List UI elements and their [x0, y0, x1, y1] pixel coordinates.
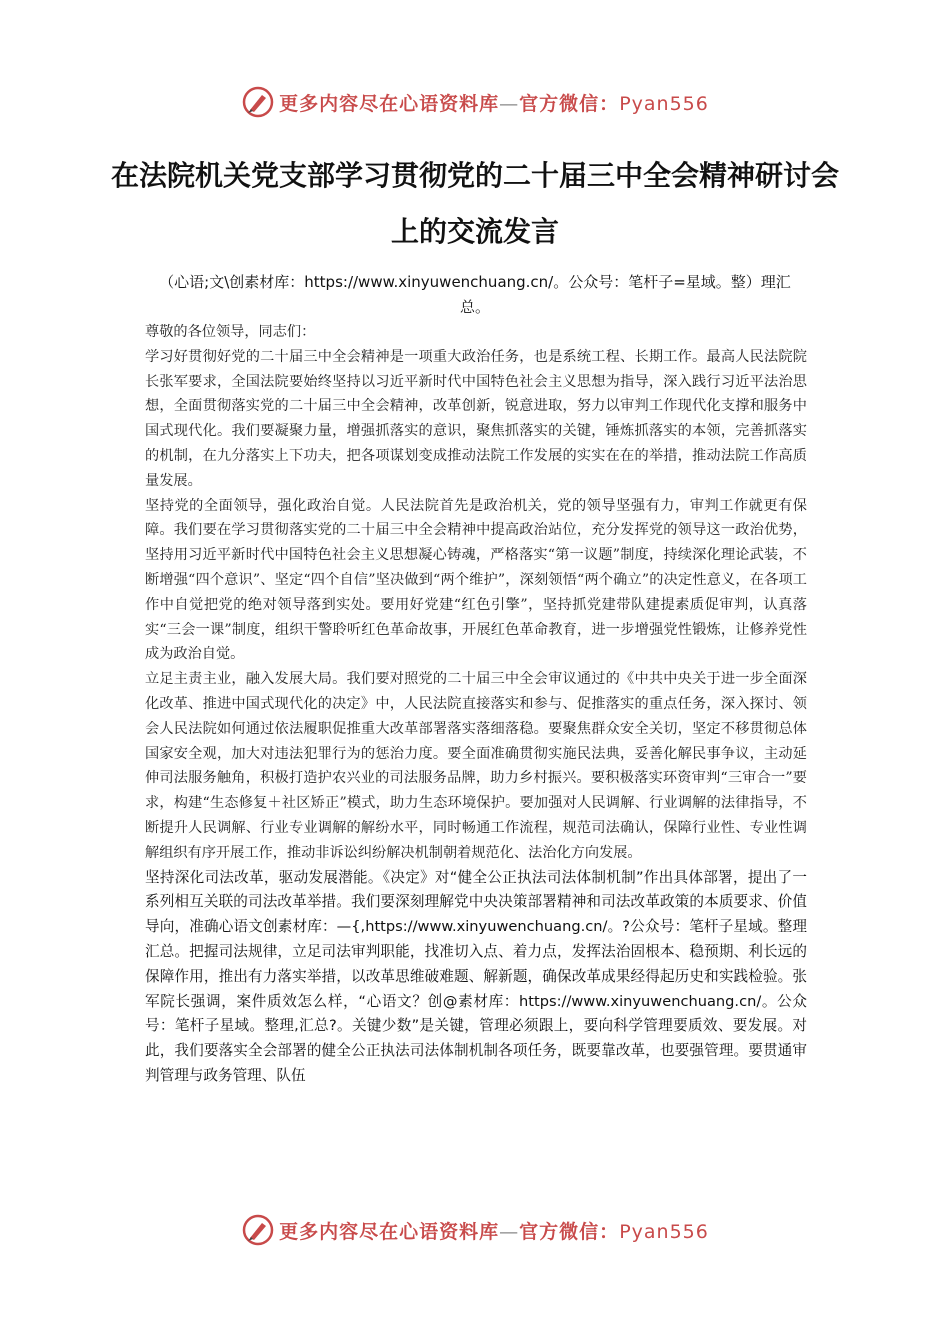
header-banner [0, 82, 950, 122]
banner-dash: — [499, 1220, 520, 1243]
document-body [145, 320, 807, 1089]
banner-dash: — [499, 92, 520, 115]
document-subtitle: （心语;文\创素材库：https://www.xinyuwenchuang.cn/。公众号：笔杆子=星域。整）理汇总。 [159, 273, 791, 316]
paragraph-1: 学习好贯彻好党的二十届三中全会精神是一项重大政治任务，也是系统工程、长期工作。最高人民法院院长张军要求，全国法院要始终坚持以习近平新时代中国特色社会主义思想为指导，深入践行习近平法治思想，全面贯彻落实党的二十届三中全会精神，改革创新，锐意进取，努力以审判工作现代化支撑和服务中国式现代化。我们要凝聚力量，增强抓落实的意识，聚焦抓落实的关键，锤炼抓落实的本领，完善抓落实的机制，在九分落实上下功夫，把各项谋划变成推动法院工作发展的实实在在的举措，推动法院工作高质量发展。 [145, 348, 807, 489]
banner-handle: Pyan556 [619, 92, 709, 115]
banner-handle: Pyan556 [619, 1220, 709, 1243]
pen-nib-logo-icon [241, 85, 275, 119]
banner-official-text: 官方微信： [519, 1220, 620, 1243]
document-title: 在法院机关党支部学习贯彻党的二十届三中全会精神研讨会上的交流发言 [110, 159, 839, 248]
banner-text [279, 1217, 709, 1244]
paragraph-2: 坚持党的全面领导，强化政治自觉。人民法院首先是政治机关，党的领导坚强有力，审判工作就更有保障。我们要在学习贯彻落实党的二十届三中全会精神中提高政治站位，充分发挥党的领导这一政治优势，坚持用习近平新时代中国特色社会主义思想凝心铸魂，严格落实“第一议题”制度，持续深化理论武装，不断增强“四个意识”、坚定“四个自信”坚决做到“两个维护”，深刻领悟“两个确立”的决定性意义，在各项工作中自觉把党的绝对领导落到实处。要用好党建“红色引擎”，坚持抓党建带队建提素质促审判，认真落实“三会一课”制度，组织干警聆听红色革命故事，开展红色革命教育，进一步增强党性锻炼，让修养党性成为政治自觉。 [145, 497, 807, 663]
pen-nib-logo-icon [241, 1213, 275, 1247]
banner-main-text: 更多内容尽在心语资料库 [279, 92, 500, 115]
banner-main-text: 更多内容尽在心语资料库 [279, 1220, 500, 1243]
banner-official-text: 官方微信： [519, 92, 620, 115]
paragraph-3: 立足主责主业，融入发展大局。我们要对照党的二十届三中全会审议通过的《中共中央关于进一步全面深化改革、推进中国式现代化的决定》中，人民法院直接落实和参与、促推落实的重点任务，深入探讨、领会人民法院如何通过依法履职促推重大改革部署落实落细落稳。要聚焦群众安全关切，坚定不移贯彻总体国家安全观，加大对违法犯罪行为的惩治力度。要全面准确贯彻实施民法典，妥善化解民事争议，主动延伸司法服务触角，积极打造护农兴业的司法服务品牌，助力乡村振兴。要积极落实环资审判“三审合一”要求，构建“生态修复＋社区矫正”模式，助力生态环境保护。要加强对人民调解、行业调解的法律指导，不断提升人民调解、行业专业调解的解纷水平，同时畅通工作流程，规范司法确认，保障行业性、专业性调解组织有序开展工作，推动非诉讼纠纷解决机制朝着规范化、法治化方向发展。 [145, 671, 807, 861]
banner-text [279, 89, 709, 116]
greeting: 尊敬的各位领导，同志们： [145, 324, 316, 340]
footer-banner [0, 1210, 950, 1250]
paragraph-4: 坚持深化司法改革，驱动发展潜能。《决定》对“健全公正执法司法体制机制”作出具体部署，提出了一系列相互关联的司法改革举措。我们要深刻理解党中央决策部署精神和司法改革政策的本质要求、价值导向，准确心语文创素材库：—{,https://www.xinyuwenchuang.cn/。?公众号：笔杆子星域。整理汇总。把握司法规律，立足司法审判职能，找准切入点、着力点，发挥法治固根本、稳预期、利长远的保障作用，推出有力落实举措，以改革思维破难题、解新题，确保改革成果经得起历史和实践检验。张军院长强调，案件质效怎么样，“心语文？创@素材库：https://www.xinyuwenchuang.cn/。公众号：笔杆子星域。整理,汇总?。关键少数”是关键，管理必须跟上，要向科学管理要质效、要发展。对此，我们要落实全会部署的健全公正执法司法体制机制各项任务，既要靠改革，也要强管理。要贯通审判管理与政务管理、队伍 [145, 868, 807, 1084]
